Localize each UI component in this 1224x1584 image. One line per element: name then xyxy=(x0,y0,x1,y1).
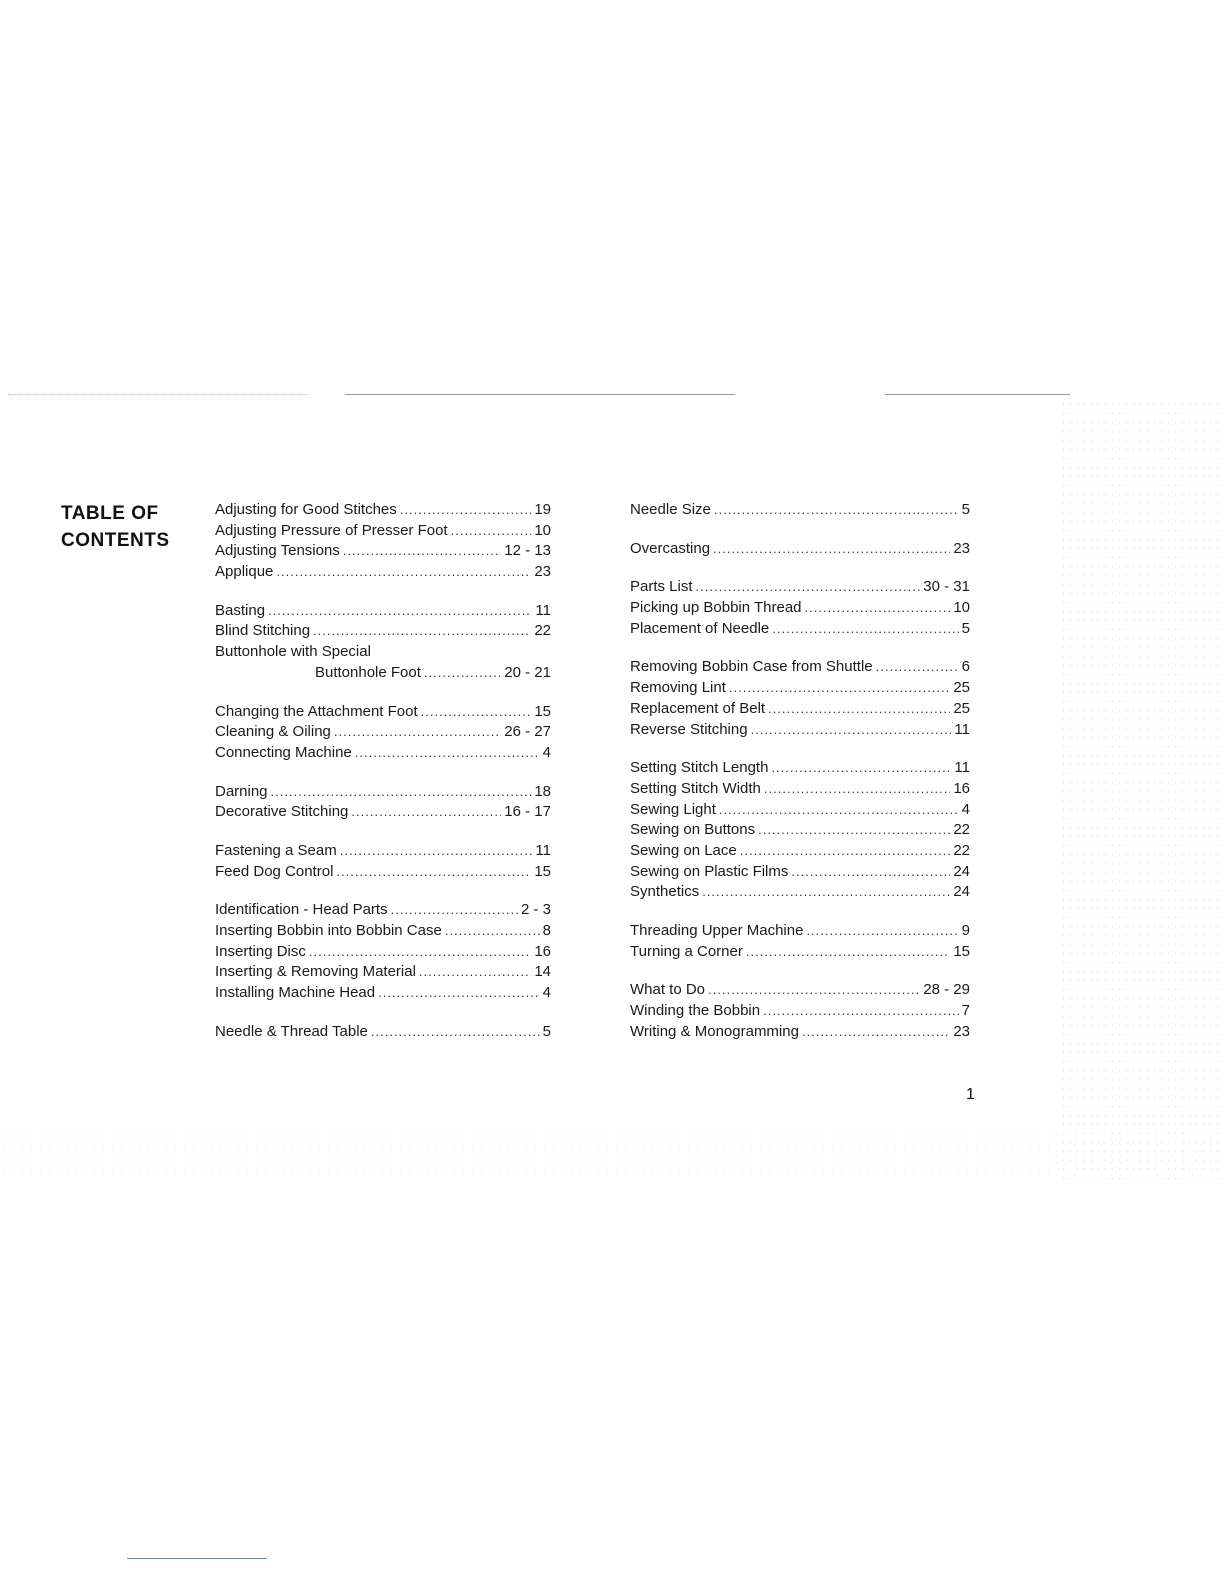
toc-entry-title: Parts List xyxy=(630,578,693,596)
toc-entry-title: Adjusting for Good Stitches xyxy=(215,501,397,518)
toc-entry[interactable] xyxy=(630,657,970,678)
toc-entry-leader xyxy=(702,882,950,903)
toc-entry-page: 20 - 21 xyxy=(504,663,551,681)
toc-entry-page: 19 xyxy=(534,501,551,518)
toc-entry-leader xyxy=(371,1022,540,1043)
toc-entry-leader xyxy=(713,539,950,560)
scan-speckle-right xyxy=(1060,400,1220,1180)
toc-entry-title: Sewing on Lace xyxy=(630,841,737,859)
toc-entry[interactable] xyxy=(215,722,551,743)
toc-entry-page: 22 xyxy=(953,841,970,859)
toc-entry-leader xyxy=(719,800,959,821)
toc-entry-page: 24 xyxy=(953,862,970,880)
toc-entry[interactable] xyxy=(215,663,551,684)
toc-group xyxy=(630,657,970,740)
toc-group xyxy=(630,500,970,521)
toc-entry-title: Inserting Disc xyxy=(215,942,306,960)
toc-entry-leader xyxy=(764,779,950,800)
toc-entry[interactable] xyxy=(215,601,551,622)
toc-entry-leader xyxy=(806,921,958,942)
toc-entry-page: 10 xyxy=(953,599,970,617)
toc-entry-title: Setting Stitch Length xyxy=(630,759,769,777)
page-number: 1 xyxy=(966,1086,975,1103)
toc-entry[interactable] xyxy=(630,539,970,560)
toc-left-column xyxy=(215,500,551,1060)
toc-group xyxy=(630,577,970,639)
toc-entry-page: 24 xyxy=(953,883,970,901)
toc-entry[interactable] xyxy=(630,1022,970,1043)
toc-entry-title: Changing the Attachment Foot xyxy=(215,702,418,720)
toc-entry-title: Overcasting xyxy=(630,539,711,557)
toc-entry-leader xyxy=(309,942,531,963)
toc-entry-leader xyxy=(772,619,958,640)
toc-entry[interactable] xyxy=(215,983,551,1004)
toc-entry-page: 28 - 29 xyxy=(923,981,970,999)
toc-entry-page: 15 xyxy=(534,862,551,880)
toc-entry-title: Replacement of Belt xyxy=(630,699,766,717)
toc-entry-leader xyxy=(805,598,951,619)
toc-entry[interactable] xyxy=(215,743,551,764)
toc-entry-page: 4 xyxy=(542,743,551,761)
toc-entry-title: Needle & Thread Table xyxy=(215,1022,368,1040)
toc-entry-page: 5 xyxy=(961,501,970,518)
toc-entry-leader xyxy=(451,521,532,542)
toc-entry-page: 11 xyxy=(535,601,551,619)
toc-entry-leader xyxy=(400,500,532,521)
toc-entry-title: Buttonhole Foot xyxy=(315,663,421,681)
toc-entry-title: What to Do xyxy=(630,981,706,999)
toc-heading-line2: CONTENTS xyxy=(61,530,170,551)
toc-entry-title: Sewing Light xyxy=(630,800,716,818)
toc-group xyxy=(215,841,551,882)
toc-entry[interactable] xyxy=(215,621,551,642)
toc-entry-leader xyxy=(771,758,951,779)
toc-entry-page: 15 xyxy=(953,942,970,960)
toc-entry-title: Threading Upper Machine xyxy=(630,922,804,939)
toc-entry-title: Applique xyxy=(215,563,274,581)
toc-entry-leader xyxy=(768,699,950,720)
toc-entry-title: Buttonhole with Special xyxy=(215,643,371,661)
toc-entry[interactable] xyxy=(215,521,551,542)
toc-entry-leader xyxy=(313,621,531,642)
toc-entry-page: 16 xyxy=(534,942,551,960)
toc-entry[interactable] xyxy=(215,642,551,663)
toc-entry-page: 5 xyxy=(961,619,970,637)
toc-entry-leader xyxy=(876,657,959,678)
toc-heading-line1: TABLE OF xyxy=(61,503,159,524)
toc-entry-page: 18 xyxy=(534,782,551,800)
toc-entry-page: 10 xyxy=(534,521,551,539)
toc-entry-title: Turning a Corner xyxy=(630,942,743,960)
toc-entry-title: Inserting & Removing Material xyxy=(215,963,416,981)
toc-group xyxy=(630,539,970,560)
toc-group xyxy=(215,601,551,684)
toc-entry[interactable] xyxy=(215,942,551,963)
toc-entry-page: 11 xyxy=(954,720,970,738)
toc-entry-title: Basting xyxy=(215,601,266,619)
toc-entry-leader xyxy=(378,983,540,1004)
toc-entry-title: Sewing on Buttons xyxy=(630,821,756,839)
toc-entry[interactable] xyxy=(215,702,551,723)
toc-entry-page: 25 xyxy=(953,679,970,697)
toc-entry-page: 23 xyxy=(953,1022,970,1040)
toc-entry-page: 12 - 13 xyxy=(504,542,551,560)
toc-entry[interactable] xyxy=(630,500,970,521)
toc-entry-leader xyxy=(271,782,532,803)
toc-entry-title: Writing & Monogramming xyxy=(630,1022,799,1040)
toc-entry[interactable] xyxy=(630,1001,970,1022)
toc-entry-page: 8 xyxy=(542,922,551,939)
toc-entry[interactable] xyxy=(630,980,970,1001)
toc-entry-leader xyxy=(355,743,540,764)
toc-entry[interactable] xyxy=(630,699,970,720)
toc-entry[interactable] xyxy=(215,921,551,942)
toc-entry-title: Reverse Stitching xyxy=(630,720,748,738)
toc-entry[interactable] xyxy=(215,1022,551,1043)
toc-entry-title: Synthetics xyxy=(630,883,700,901)
toc-entry-leader xyxy=(696,577,921,598)
toc-entry-leader xyxy=(791,862,950,883)
top-rule-right xyxy=(885,394,1070,395)
toc-entry-title: Placement of Needle xyxy=(630,619,770,637)
toc-entry-title: Sewing on Plastic Films xyxy=(630,862,789,880)
toc-entry[interactable] xyxy=(215,562,551,583)
toc-entry-title: Connecting Machine xyxy=(215,743,352,761)
toc-entry-title: Picking up Bobbin Thread xyxy=(630,599,802,617)
toc-entry[interactable] xyxy=(215,900,551,921)
toc-entry[interactable] xyxy=(630,577,970,598)
top-rule-left xyxy=(8,394,308,395)
toc-entry-title: Blind Stitching xyxy=(215,622,311,640)
toc-entry-page: 22 xyxy=(953,821,970,839)
toc-entry-page: 30 - 31 xyxy=(923,578,970,596)
toc-entry[interactable] xyxy=(630,678,970,699)
toc-right-column xyxy=(630,500,970,1060)
toc-entry-page: 4 xyxy=(961,800,970,818)
toc-entry-page: 25 xyxy=(953,699,970,717)
toc-entry-page: 26 - 27 xyxy=(504,723,551,741)
toc-entry-leader xyxy=(343,541,501,562)
toc-entry-page: 11 xyxy=(535,841,551,859)
scan-speckle-bottom xyxy=(0,1130,1224,1180)
toc-entry-page: 9 xyxy=(961,922,970,939)
toc-entry-title: Darning xyxy=(215,782,268,800)
top-rule-center xyxy=(345,394,735,395)
toc-entry-leader xyxy=(351,802,501,823)
toc-entry[interactable] xyxy=(630,779,970,800)
toc-entry-leader xyxy=(391,900,518,921)
toc-entry-title: Inserting Bobbin into Bobbin Case xyxy=(215,922,442,939)
toc-group xyxy=(630,980,970,1042)
toc-entry-leader xyxy=(336,862,531,883)
toc-entry[interactable] xyxy=(215,541,551,562)
toc-entry-leader xyxy=(445,921,540,942)
toc-entry[interactable] xyxy=(630,921,970,942)
toc-entry-title: Setting Stitch Width xyxy=(630,779,761,797)
toc-group xyxy=(215,900,551,1003)
toc-entry[interactable] xyxy=(215,782,551,803)
toc-entry-leader xyxy=(763,1001,959,1022)
toc-entry-title: Adjusting Tensions xyxy=(215,542,340,560)
toc-entry-leader xyxy=(802,1022,950,1043)
toc-entry-title: Feed Dog Control xyxy=(215,862,334,880)
toc-entry[interactable] xyxy=(630,820,970,841)
toc-entry[interactable] xyxy=(215,962,551,983)
toc-entry-page: 6 xyxy=(961,658,970,676)
toc-entry-page: 16 - 17 xyxy=(504,803,551,821)
toc-entry[interactable] xyxy=(630,882,970,903)
toc-entry-page: 23 xyxy=(953,539,970,557)
toc-entry-leader xyxy=(729,678,950,699)
toc-entry-title: Decorative Stitching xyxy=(215,803,349,821)
toc-entry[interactable] xyxy=(630,720,970,741)
footer-link-underline xyxy=(127,1558,267,1559)
toc-entry-leader xyxy=(751,720,952,741)
toc-group xyxy=(215,1022,551,1043)
toc-entry[interactable] xyxy=(630,800,970,821)
toc-entry-leader xyxy=(758,820,950,841)
toc-entry-title: Removing Bobbin Case from Shuttle xyxy=(630,658,873,676)
toc-entry-leader xyxy=(421,702,532,723)
toc-entry-title: Installing Machine Head xyxy=(215,984,376,1002)
toc-entry-page: 14 xyxy=(534,963,551,981)
toc-entry-page: 22 xyxy=(534,622,551,640)
toc-entry-title: Removing Lint xyxy=(630,679,726,697)
toc-entry-title: Fastening a Seam xyxy=(215,841,337,859)
toc-entry-title: Cleaning & Oiling xyxy=(215,723,331,741)
toc-entry-leader xyxy=(340,841,533,862)
toc-heading xyxy=(61,500,170,554)
toc-group xyxy=(215,702,551,764)
toc-entry-leader xyxy=(268,601,532,622)
toc-group xyxy=(630,758,970,903)
toc-entry-page: 5 xyxy=(542,1022,551,1040)
toc-entry-page: 23 xyxy=(534,563,551,581)
toc-entry-title: Winding the Bobbin xyxy=(630,1002,761,1020)
toc-entry-page: 11 xyxy=(954,759,970,777)
toc-entry-leader xyxy=(708,980,920,1001)
toc-group xyxy=(630,921,970,962)
toc-entry[interactable] xyxy=(630,758,970,779)
toc-entry[interactable] xyxy=(630,598,970,619)
toc-entry-page: 2 - 3 xyxy=(520,901,551,919)
toc-entry[interactable] xyxy=(215,500,551,521)
toc-entry-page: 4 xyxy=(542,984,551,1002)
toc-entry-leader xyxy=(334,722,501,743)
toc-entry[interactable] xyxy=(630,862,970,883)
toc-entry-page: 15 xyxy=(534,702,551,720)
toc-group xyxy=(215,500,551,583)
toc-entry[interactable] xyxy=(215,862,551,883)
toc-entry-title: Adjusting Pressure of Presser Foot xyxy=(215,521,448,539)
toc-entry-leader xyxy=(419,962,531,983)
toc-entry[interactable] xyxy=(630,942,970,963)
toc-entry[interactable] xyxy=(630,841,970,862)
toc-entry[interactable] xyxy=(215,802,551,823)
toc-group xyxy=(215,782,551,823)
toc-entry-title: Identification - Head Parts xyxy=(215,901,388,919)
toc-entry[interactable] xyxy=(215,841,551,862)
toc-entry[interactable] xyxy=(630,619,970,640)
toc-entry-leader xyxy=(424,663,501,684)
toc-entry-page: 16 xyxy=(953,779,970,797)
toc-entry-leader xyxy=(746,942,950,963)
toc-entry-leader xyxy=(740,841,951,862)
toc-entry-page: 7 xyxy=(961,1002,970,1020)
toc-entry-leader xyxy=(276,562,531,583)
toc-entry-title: Needle Size xyxy=(630,501,711,518)
toc-entry-leader xyxy=(714,500,959,521)
